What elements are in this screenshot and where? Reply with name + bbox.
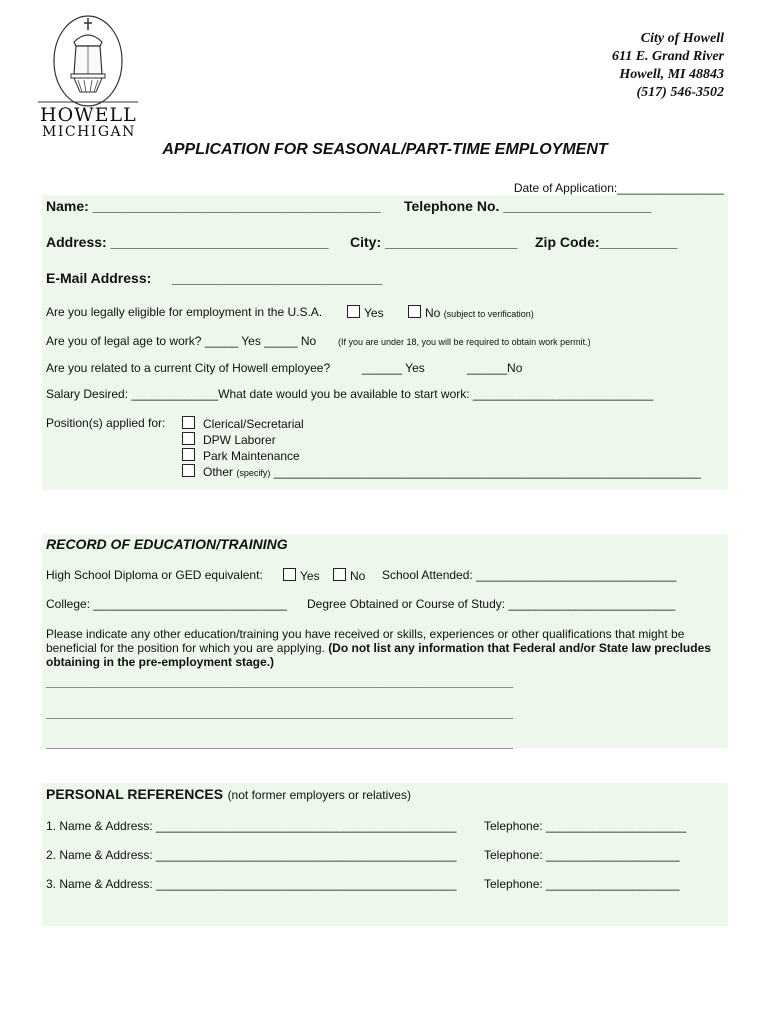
position-option-clerical[interactable] bbox=[182, 416, 701, 432]
address-line: Howell, MI 48843 bbox=[619, 67, 724, 82]
hs-no-label: No bbox=[350, 569, 366, 583]
email-label: E-Mail Address: bbox=[46, 270, 152, 286]
eligible-no-option[interactable] bbox=[408, 305, 534, 320]
eligible-no-label: No bbox=[425, 306, 441, 320]
education-line[interactable]: ______________________________________________________________________ bbox=[46, 675, 514, 689]
position-checkbox[interactable] bbox=[182, 448, 195, 461]
related-no-field[interactable]: ______No bbox=[467, 361, 523, 375]
date-of-application-field[interactable]: Date of Application:________________ bbox=[513, 181, 724, 195]
degree-field[interactable]: Degree Obtained or Course of Study: _________________________ bbox=[307, 597, 676, 611]
hs-no-option[interactable] bbox=[333, 568, 365, 583]
hs-yes-label: Yes bbox=[300, 569, 320, 583]
email-field[interactable]: ___________________________ bbox=[172, 270, 383, 286]
address-line: City of Howell bbox=[640, 31, 724, 46]
legal-age-question[interactable]: Are you of legal age to work? _____ Yes _____ No bbox=[46, 334, 317, 348]
related-yes-field[interactable]: ______ Yes bbox=[362, 361, 425, 375]
references-heading: PERSONAL REFERENCES bbox=[46, 786, 224, 802]
education-line[interactable]: ______________________________________________________________________ bbox=[46, 706, 514, 720]
eligible-no-checkbox[interactable] bbox=[408, 305, 421, 318]
legal-age-note: (If you are under 18, you will be required to obtain work permit.) bbox=[338, 337, 591, 347]
position-label: Other bbox=[203, 465, 234, 479]
eligible-note: (subject to verification) bbox=[443, 309, 534, 319]
eligibility-question: Are you legally eligible for employment in the U.S.A. bbox=[46, 305, 323, 319]
telephone-field[interactable]: Telephone No. ___________________ bbox=[404, 198, 652, 214]
hs-diploma-label: High School Diploma or GED equivalent: bbox=[46, 568, 263, 582]
related-question: Are you related to a current City of Howell employee? bbox=[46, 361, 331, 375]
college-field[interactable]: College: _____________________________ bbox=[46, 597, 287, 611]
position-label: DPW Laborer bbox=[203, 433, 276, 447]
position-label: Park Maintenance bbox=[203, 449, 300, 463]
position-checkbox[interactable] bbox=[182, 464, 195, 477]
reference-telephone-field[interactable]: Telephone: ____________________ bbox=[484, 848, 680, 862]
education-heading: RECORD OF EDUCATION/TRAINING bbox=[46, 536, 288, 552]
school-attended-field[interactable]: School Attended: ______________________________ bbox=[382, 568, 677, 582]
instructions-text: Please indicate any other education/training you have received or skills, experiences or other qualifications that might be beneficial for the position for which you are applying. bbox=[46, 627, 685, 655]
address-line: 611 E. Grand River bbox=[611, 49, 724, 64]
other-specify-field[interactable]: ________________________________________________________________ bbox=[273, 465, 701, 479]
address-field[interactable]: Address: ____________________________ bbox=[46, 234, 329, 250]
position-option-other[interactable] bbox=[182, 464, 701, 481]
position-option-park[interactable] bbox=[182, 448, 701, 464]
logo-title: HOWELL bbox=[40, 104, 137, 126]
zip-code-field[interactable]: Zip Code:__________ bbox=[535, 234, 678, 250]
position-option-dpw[interactable] bbox=[182, 432, 701, 448]
education-line[interactable]: ______________________________________________________________________ bbox=[46, 736, 514, 750]
salary-start-date-fields[interactable]: Salary Desired: _____________What date would you be available to start work: ___________________________ bbox=[46, 387, 654, 401]
logo-subtitle: MICHIGAN bbox=[42, 124, 136, 140]
hs-yes-option[interactable] bbox=[283, 568, 320, 583]
position-checkbox[interactable] bbox=[182, 432, 195, 445]
city-address-block bbox=[612, 30, 724, 102]
instructions-bold-text: (Do not list any information that Federal and/or State law precludes obtaining in the pre-employment stage.) bbox=[46, 641, 711, 669]
positions-list bbox=[182, 416, 701, 481]
eligible-yes-checkbox[interactable] bbox=[347, 305, 360, 318]
references-heading-row bbox=[46, 786, 411, 804]
education-instructions bbox=[46, 627, 716, 669]
position-checkbox[interactable] bbox=[182, 416, 195, 429]
position-label: Clerical/Secretarial bbox=[203, 417, 304, 431]
reference-name-field[interactable]: 2. Name & Address: _____________________________________________ bbox=[46, 848, 457, 862]
hs-no-checkbox[interactable] bbox=[333, 568, 346, 581]
reference-telephone-field[interactable]: Telephone: _____________________ bbox=[484, 819, 687, 833]
city-field[interactable]: City: _________________ bbox=[350, 234, 518, 250]
reference-telephone-field[interactable]: Telephone: ____________________ bbox=[484, 877, 680, 891]
positions-label: Position(s) applied for: bbox=[46, 416, 166, 430]
other-specify-note: (specify) bbox=[236, 468, 271, 478]
form-title: APPLICATION FOR SEASONAL/PART-TIME EMPLOYMENT bbox=[162, 141, 608, 158]
name-field[interactable]: Name: _____________________________________ bbox=[46, 198, 381, 214]
eligible-yes-label: Yes bbox=[364, 306, 384, 320]
address-line: (517) 546-3502 bbox=[636, 85, 724, 100]
reference-name-field[interactable]: 1. Name & Address: _____________________________________________ bbox=[46, 819, 457, 833]
references-heading-note: (not former employers or relatives) bbox=[227, 788, 411, 802]
eligible-yes-option[interactable] bbox=[347, 305, 384, 320]
hs-yes-checkbox[interactable] bbox=[283, 568, 296, 581]
reference-name-field[interactable]: 3. Name & Address: _____________________________________________ bbox=[46, 877, 457, 891]
